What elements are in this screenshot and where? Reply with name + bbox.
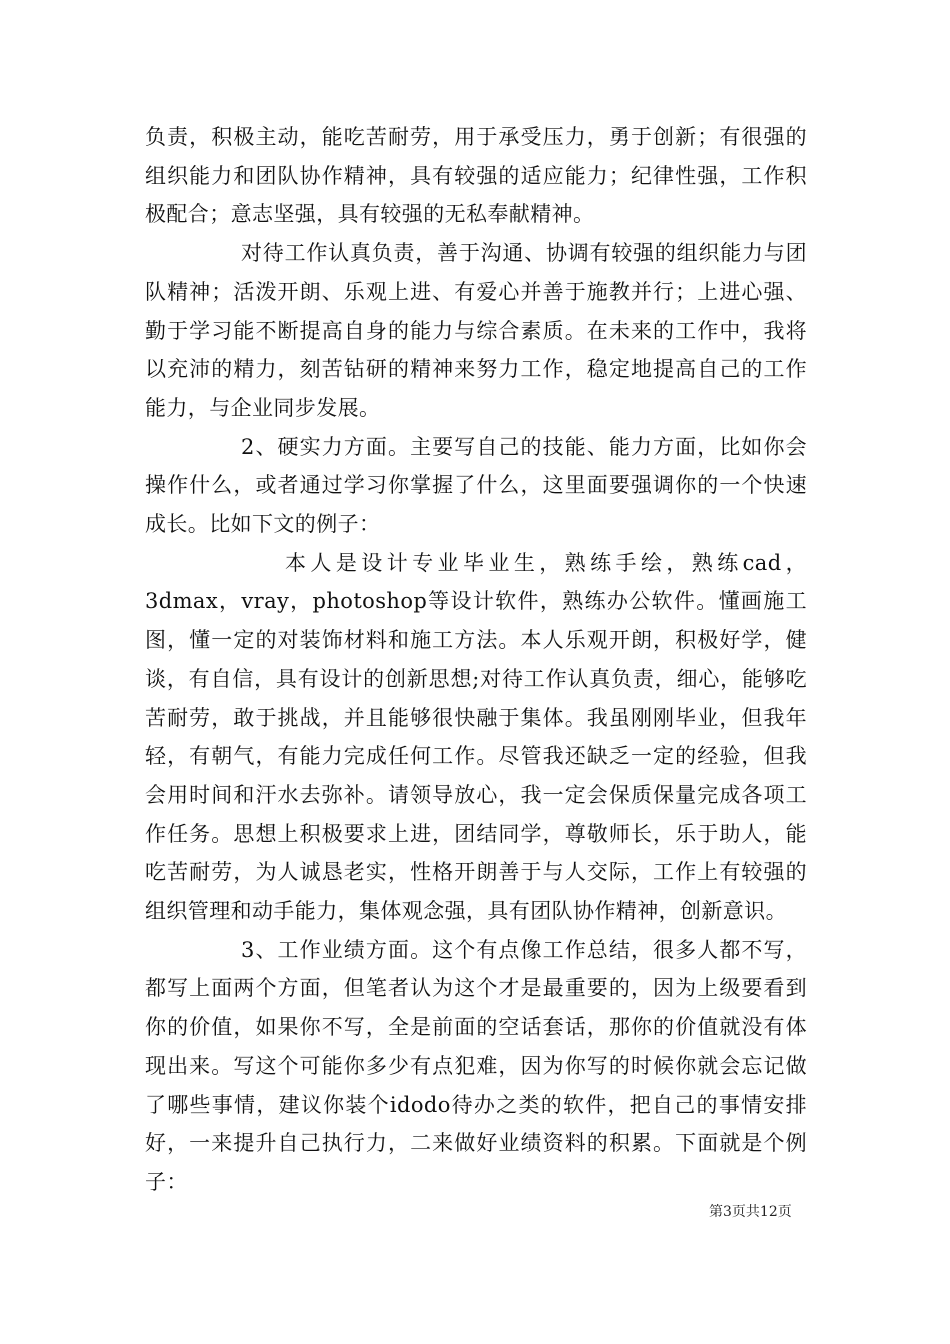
paragraph-work-performance: 3、工作业绩方面。这个有点像工作总结，很多人都不写，都写上面两个方面，但笔者认为这个才是最重要的，因为上级要看到你的价值，如果你不写，全是前面的空话套话，那你的价值就没有体现出来。写这个可能你多少有点犯难，因为你写的时候你就会忘记做了哪些事情，建议你装个idodo待办之类的软件，把自己的事情安排好，一来提升自己执行力，二来做好业绩资料的积累。下面就是个例子： [145, 937, 807, 1194]
paragraph-example-design-graduate: 本人是设计专业毕业生，熟练手绘，熟练cad，3dmax，vray，photoshop等设计软件，熟练办公软件。懂画施工图，懂一定的对装饰材料和施工方法。本人乐观开朗，积极好学，健谈，有自信，具有设计的创新思想;对待工作认真负责，细心，能够吃苦耐劳，敢于挑战，并且能够很快融于集体。我虽刚刚毕业，但我年轻，有朝气，有能力完成任何工作。尽管我还缺乏一定的经验，但我会用时间和汗水去弥补。请领导放心，我一定会保质保量完成各项工作任务。思想上积极要求上进，团结同学，尊敬师长，乐于助人，能吃苦耐劳，为人诚恳老实，性格开朗善于与人交际，工作上有较强的组织管理和动手能力，集体观念强，具有团队协作精神，创新意识。 [145, 550, 807, 924]
paragraph-continuation: 负责，积极主动，能吃苦耐劳，用于承受压力，勇于创新；有很强的组织能力和团队协作精神，具有较强的适应能力；纪律性强，工作积极配合；意志坚强，具有较强的无私奉献精神。 [145, 125, 807, 227]
page-number-footer: 第3页共12页 [709, 1204, 792, 1220]
paragraph-work-attitude: 对待工作认真负责，善于沟通、协调有较强的组织能力与团队精神；活泼开朗、乐观上进、有爱心并善于施教并行；上进心强、勤于学习能不断提高自身的能力与综合素质。在未来的工作中，我将以充沛的精力，刻苦钻研的精神来努力工作，稳定地提高自己的工作能力，与企业同步发展。 [145, 241, 807, 420]
paragraph-hard-skills: 2、硬实力方面。主要写自己的技能、能力方面，比如你会操作什么，或者通过学习你掌握了什么，这里面要强调你的一个快速成长。比如下文的例子： [145, 434, 807, 537]
document-body [145, 118, 807, 1202]
